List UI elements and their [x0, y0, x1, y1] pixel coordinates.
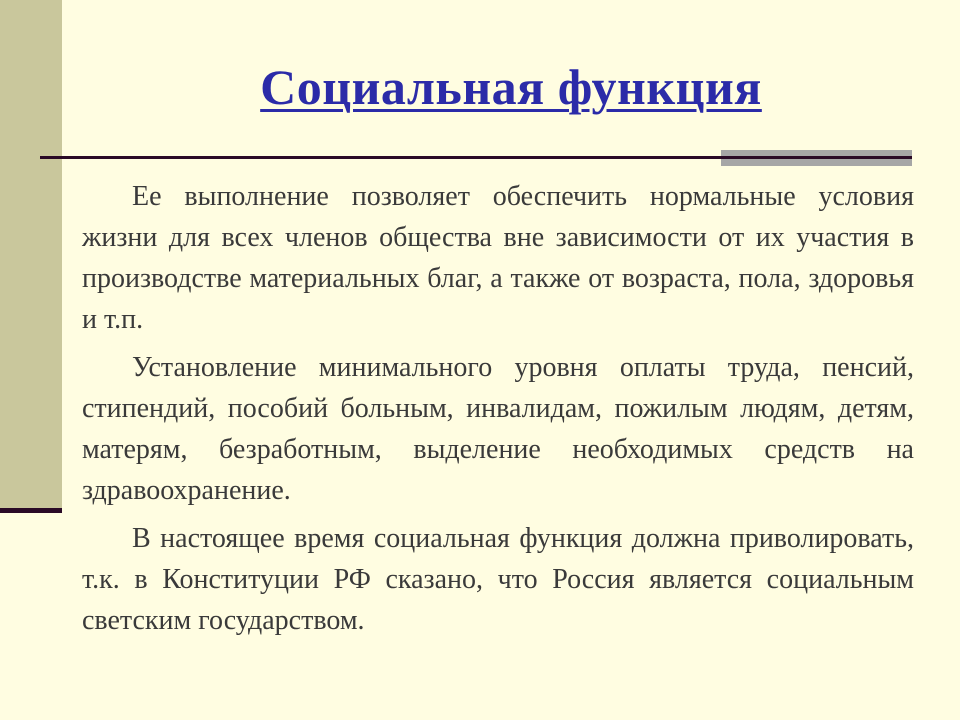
slide-body: [82, 176, 914, 648]
paragraph-2: Установление минимального уровня оплаты труда, пенсий, стипендий, пособий больным, инвалидам, пожилым людям, детям, матерям, безработным, выделение необходимых средств на здравоохранение.: [82, 352, 914, 506]
slide-title: Социальная функция: [260, 59, 762, 115]
decorative-sidebar: [0, 0, 62, 512]
title-divider-line: [40, 156, 912, 159]
paragraph-1: Ее выполнение позволяет обеспечить нормальные условия жизни для всех членов общества вне зависимости от их участия в производстве материальных благ, а также от возраста, пола, здоровья и т.п.: [82, 181, 914, 335]
paragraph-3: В настоящее время социальная функция должна приволировать, т.к. в Конституции РФ сказано, что Россия является социальным светским государством.: [82, 523, 914, 636]
sidebar-bottom-rule: [0, 508, 62, 513]
